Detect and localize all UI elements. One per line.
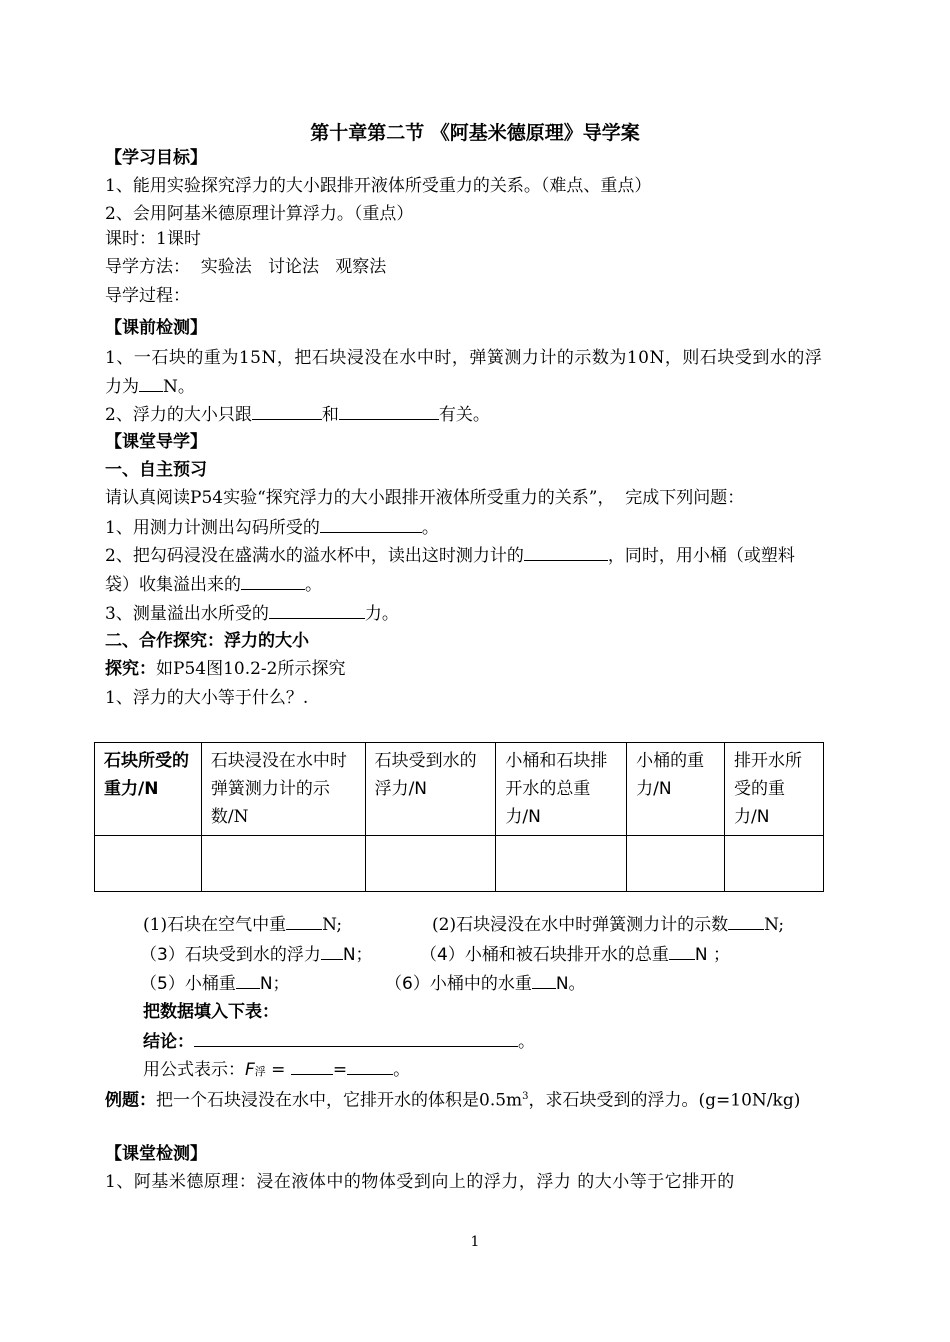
table-cell[interactable] xyxy=(627,836,725,892)
class-check-q1: 1、阿基米德原理：浸在液体中的物体受到向上的浮力，浮力 的大小等于它排开的 xyxy=(105,1172,735,1192)
conclusion-label: 结论： xyxy=(143,1032,194,1052)
pre-check-q1-text: 力为 xyxy=(105,377,139,397)
answer-blank[interactable] xyxy=(532,971,556,989)
measure-6 xyxy=(385,971,586,996)
measure-4 xyxy=(420,942,730,967)
pre-check-q2-text: 2、浮力的大小只跟 xyxy=(105,405,252,425)
conclusion xyxy=(143,1029,535,1054)
example-text-end: ，求石块受到的浮力。(g=10N/kg) xyxy=(528,1090,801,1111)
answer-blank[interactable] xyxy=(291,1057,333,1075)
preview-q2-line1 xyxy=(105,543,795,568)
explore-label: 探究： xyxy=(105,659,156,679)
measure-3 xyxy=(140,942,373,967)
page-title: 第十章第二节 《阿基米德原理》导学案 xyxy=(310,122,640,144)
pre-check-q2-and: 和 xyxy=(321,405,339,425)
section-pre-check-heading: 【课前检测】 xyxy=(105,318,207,338)
answer-blank[interactable] xyxy=(286,912,322,930)
example-text: 把一个石块浸没在水中，它排开水的体积是0.5m xyxy=(156,1090,523,1111)
section-guide-heading: 【课堂导学】 xyxy=(105,432,207,452)
measure-5-text: （5）小桶重 xyxy=(140,974,236,994)
preview-q2-text-b: ，同时，用小桶（或塑料 xyxy=(607,546,795,566)
answer-blank[interactable] xyxy=(320,515,422,533)
section-goals-heading: 【学习目标】 xyxy=(105,148,207,168)
measure-1 xyxy=(143,912,342,937)
table-header-cell: 石块受到水的浮力/N xyxy=(365,743,496,836)
explore-text: 如P54图10.2-2所示探究 xyxy=(156,659,346,679)
measure-2-unit: N; xyxy=(764,915,785,935)
preview-q1-end: 。 xyxy=(421,518,439,538)
answer-blank[interactable] xyxy=(236,971,260,989)
formula-f: F xyxy=(245,1060,255,1080)
table-cell[interactable] xyxy=(201,836,365,892)
coop-heading: 二、合作探究：浮力的大小 xyxy=(105,631,309,651)
answer-blank[interactable] xyxy=(241,572,305,590)
answer-blank[interactable] xyxy=(728,912,764,930)
answer-blank[interactable] xyxy=(252,402,322,420)
preview-q1-text: 1、用测力计测出勾码所受的 xyxy=(105,518,320,538)
goal-2: 2、会用阿基米德原理计算浮力。（重点） xyxy=(105,204,414,224)
preview-intro: 请认真阅读P54实验“探究浮力的大小跟排开液体所受重力的关系”， 完成下列问题： xyxy=(105,488,745,508)
guide-methods: 导学方法： 实验法 讨论法 观察法 xyxy=(105,257,387,277)
formula-subscript: 浮 xyxy=(254,1065,266,1078)
preview-q1 xyxy=(105,515,439,540)
conclusion-end: 。 xyxy=(518,1032,535,1052)
example-superscript: 3 xyxy=(522,1091,529,1102)
measure-3-unit: N； xyxy=(342,945,373,965)
pre-check-q1-unit: N。 xyxy=(163,377,195,397)
formula-equals-2: = xyxy=(332,1060,348,1080)
table-header-cell: 小桶和石块排开水的总重力/N xyxy=(496,743,627,836)
measure-4-text: （4）小桶和被石块排开水的总重 xyxy=(420,945,669,965)
table-header-row xyxy=(95,743,824,836)
pre-check-q2-end: 有关。 xyxy=(438,405,490,425)
measure-2 xyxy=(432,912,784,937)
measure-5-unit: N； xyxy=(259,974,290,994)
coop-explore xyxy=(105,657,345,681)
preview-q3-text: 3、测量溢出水所受的 xyxy=(105,604,269,624)
table-header-cell: 排开水所受的重力/N xyxy=(725,743,824,836)
measure-3-text: （3）石块受到水的浮力 xyxy=(140,945,321,965)
preview-heading: 一、自主预习 xyxy=(105,460,207,480)
page-number: 1 xyxy=(470,1234,480,1250)
fill-table-instruction: 把数据填入下表： xyxy=(143,1002,279,1022)
table-cell[interactable] xyxy=(365,836,496,892)
pre-check-q2 xyxy=(105,402,490,427)
data-table xyxy=(94,742,824,892)
answer-blank[interactable] xyxy=(269,601,365,619)
pre-check-q1-line2 xyxy=(105,374,195,399)
answer-blank[interactable] xyxy=(321,942,343,960)
preview-q3 xyxy=(105,601,399,626)
measure-4-unit: N ； xyxy=(694,945,730,965)
example xyxy=(105,1085,800,1113)
answer-blank[interactable] xyxy=(194,1029,518,1047)
answer-blank[interactable] xyxy=(339,402,439,420)
preview-q3-end: 力。 xyxy=(364,604,399,624)
answer-blank[interactable] xyxy=(347,1057,393,1075)
coop-q1: 1、浮力的大小等于什么？. xyxy=(105,688,309,708)
example-label: 例题： xyxy=(105,1090,156,1111)
formula xyxy=(143,1057,410,1084)
measure-6-text: （6）小桶中的水重 xyxy=(385,974,532,994)
formula-end: 。 xyxy=(393,1060,411,1080)
preview-q2-text-c: 袋）收集溢出来的 xyxy=(105,575,241,595)
guide-process: 导学过程： xyxy=(105,286,190,306)
measure-6-unit: N。 xyxy=(555,974,586,994)
answer-blank[interactable] xyxy=(139,374,163,392)
preview-q2-end: 。 xyxy=(305,575,322,595)
table-header-cell: 石块浸没在水中时弹簧测力计的示数/N xyxy=(201,743,365,836)
table-cell[interactable] xyxy=(496,836,627,892)
table-cell[interactable] xyxy=(725,836,824,892)
goal-1: 1、能用实验探究浮力的大小跟排开液体所受重力的关系。（难点、重点） xyxy=(105,176,652,196)
answer-blank[interactable] xyxy=(524,543,608,561)
pre-check-q1-line1: 1、一石块的重为15N，把石块浸没在水中时，弹簧测力计的示数为10N，则石块受到水的浮 xyxy=(105,348,823,368)
table-header-cell: 石块所受的重力/N xyxy=(95,743,202,836)
formula-equals: = xyxy=(265,1060,291,1080)
table-header-cell: 小桶的重力/N xyxy=(627,743,725,836)
table-cell[interactable] xyxy=(95,836,202,892)
section-class-check-heading: 【课堂检测】 xyxy=(105,1144,207,1164)
preview-q2-line2 xyxy=(105,572,322,597)
formula-label: 用公式表示： xyxy=(143,1060,245,1080)
measure-2-text: (2)石块浸没在水中时弹簧测力计的示数 xyxy=(432,915,729,935)
lesson-hours: 课时：1课时 xyxy=(105,229,201,249)
answer-blank[interactable] xyxy=(669,942,695,960)
measure-5 xyxy=(140,971,290,996)
preview-q2-text: 2、把勾码浸没在盛满水的溢水杯中，读出这时测力计的 xyxy=(105,546,524,566)
measure-1-unit: N; xyxy=(322,915,343,935)
table-row xyxy=(95,836,824,892)
measure-1-text: (1)石块在空气中重 xyxy=(143,915,287,935)
